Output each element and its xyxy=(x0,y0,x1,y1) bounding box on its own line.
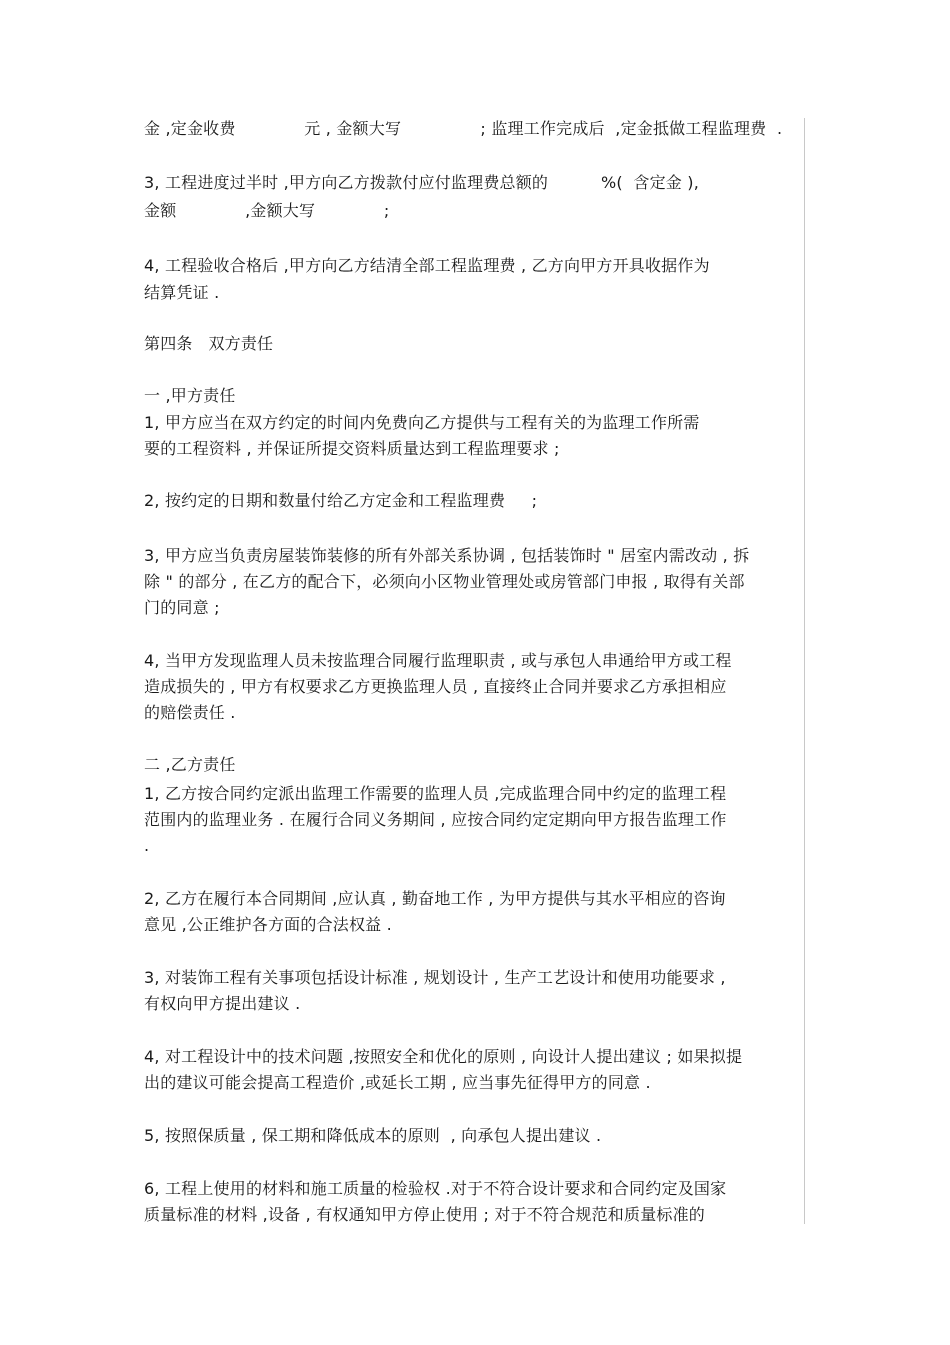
subsection-heading: 一 ,甲方责任 xyxy=(144,386,236,405)
text-line: 质量标准的材料 ,设备 , 有权通知甲方停止使用 ; 对于不符合规范和质量标准的 xyxy=(144,1205,705,1224)
text-line: 3, 甲方应当负责房屋装饰装修的所有外部关系协调 , 包括装饰时 " 居室内需改动 , 拆 xyxy=(144,546,750,565)
text-line: 1, 乙方按合同约定派出监理工作需要的监理人员 ,完成监理合同中约定的监理工程 xyxy=(144,784,727,803)
section-heading: 第四条 双方责任 xyxy=(144,334,274,353)
text-line: 1, 甲方应当在双方约定的时间内免费向乙方提供与工程有关的为监理工作所需 xyxy=(144,413,700,432)
text-line: 结算凭证 . xyxy=(144,283,220,302)
text-line: 4, 当甲方发现监理人员未按监理合同履行监理职责 , 或与承包人串通给甲方或工程 xyxy=(144,651,732,670)
text-line: 的赔偿责任 . xyxy=(144,703,236,722)
text-line: 4, 对工程设计中的技术问题 ,按照安全和优化的原则 , 向设计人提出建议 ; 如果拟提 xyxy=(144,1047,743,1066)
text-line: 3, 对装饰工程有关事项包括设计标准 , 规划设计 , 生产工艺设计和使用功能要求 , xyxy=(144,968,726,987)
page-margin-rule xyxy=(804,118,805,1224)
text-line: 2, 乙方在履行本合同期间 ,应认真 , 勤奋地工作 , 为甲方提供与其水平相应的咨询 xyxy=(144,889,726,908)
subsection-heading: 二 ,乙方责任 xyxy=(144,755,236,774)
text-line: 2, 按约定的日期和数量付给乙方定金和工程监理费 ; xyxy=(144,491,538,510)
text-line: 门的同意 ; xyxy=(144,598,220,617)
text-line: 有权向甲方提出建议 . xyxy=(144,994,301,1013)
text-line: . xyxy=(144,836,150,855)
text-line: 造成损失的 , 甲方有权要求乙方更换监理人员 , 直接终止合同并要求乙方承担相应 xyxy=(144,677,727,696)
text-line: 要的工程资料 , 并保证所提交资料质量达到工程监理要求 ; xyxy=(144,439,560,458)
text-line: 意见 ,公正维护各方面的合法权益 . xyxy=(144,915,392,934)
text-line: 5, 按照保质量 , 保工期和降低成本的原则 , 向承包人提出建议 . xyxy=(144,1126,602,1145)
text-line: 除 " 的部分 , 在乙方的配合下，必须向小区物业管理处或房管部门申报 , 取得有关部 xyxy=(144,572,745,591)
text-line: 6, 工程上使用的材料和施工质量的检验权 .对于不符合设计要求和合同约定及国家 xyxy=(144,1179,727,1198)
text-line: 出的建议可能会提高工程造价 ,或延长工期 , 应当事先征得甲方的同意 . xyxy=(144,1073,651,1092)
text-line: 3, 工程进度过半时 ,甲方向乙方拨款付应付监理费总额的 %( 含定金 ), xyxy=(144,173,700,192)
text-line: 4, 工程验收合格后 ,甲方向乙方结清全部工程监理费 , 乙方向甲方开具收据作为 xyxy=(144,256,710,275)
text-line: 金 ,定金收费 元 , 金额大写 ; 监理工作完成后 ,定金抵做工程监理费 . xyxy=(144,119,783,138)
text-line: 范围内的监理业务 . 在履行合同义务期间 , 应按合同约定定期向甲方报告监理工作 xyxy=(144,810,727,829)
text-line: 金额 ,金额大写 ; xyxy=(144,201,390,220)
